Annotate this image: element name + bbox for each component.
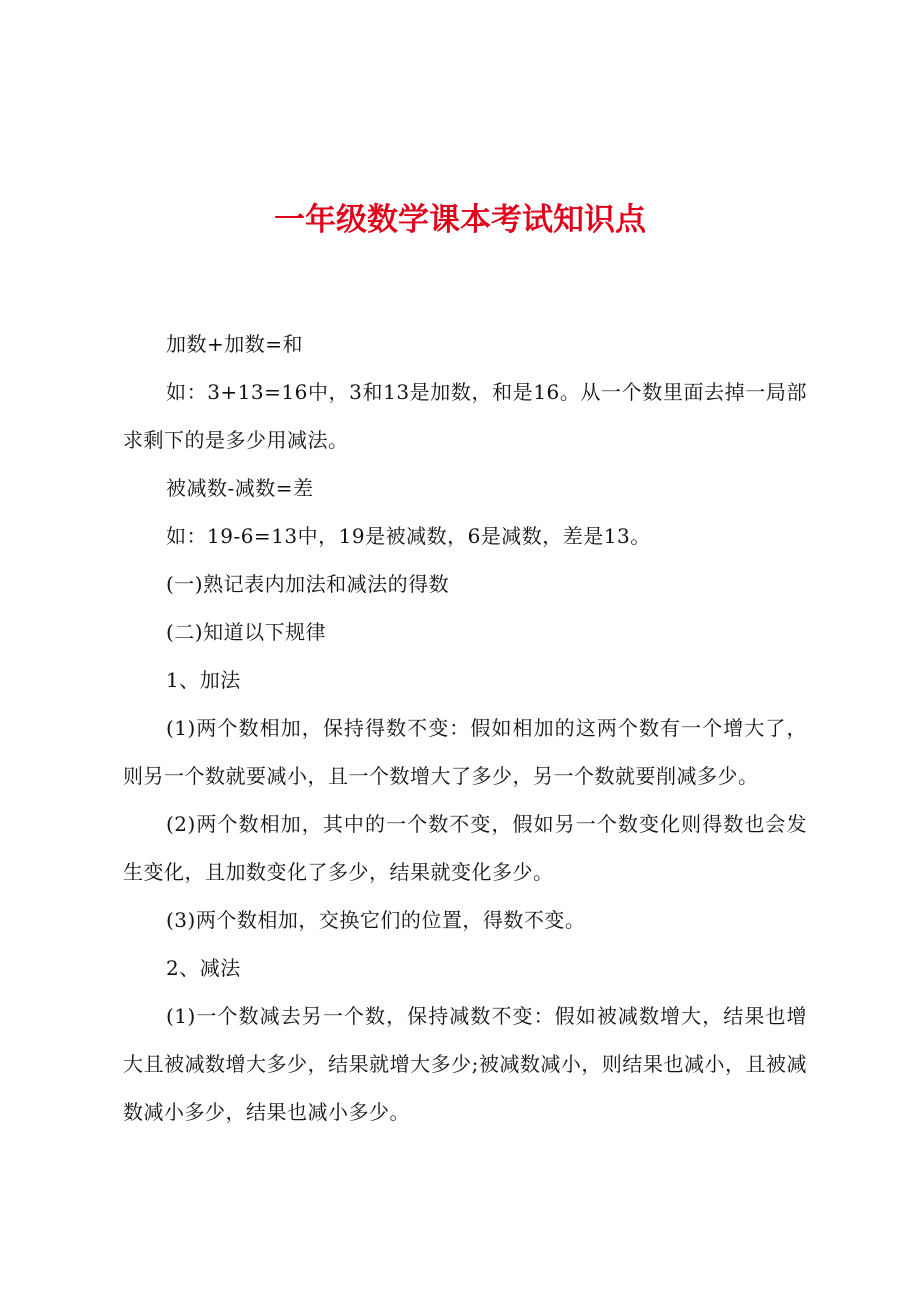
subsection-heading-subtraction: 2、减法	[166, 956, 241, 980]
paragraph-addition-example: 如：3+13=16中，3和13是加数，和是16。从一个数里面去掉一局部求剩下的是多少用减法。	[123, 380, 807, 452]
subtraction-rule-1: (1)一个数减去另一个数，保持减数不变：假如被减数增大，结果也增大且被减数增大多少，结果就增大多少;被减数减小，则结果也减小，且被减数减小多少，结果也减小多少。	[123, 1004, 807, 1124]
paragraph-subtraction-example: 如：19-6=13中，19是被减数，6是减数，差是13。	[166, 524, 651, 548]
document-title: 一年级数学课本考试知识点	[274, 202, 646, 238]
addition-rule-2: (2)两个数相加，其中的一个数不变，假如另一个数变化则得数也会发生变化，且加数变化了多少，结果就变化多少。	[123, 812, 807, 884]
addition-rule-3: (3)两个数相加，交换它们的位置，得数不变。	[166, 908, 586, 932]
addition-rule-1: (1)两个数相加，保持得数不变：假如相加的这两个数有一个增大了，则另一个数就要减小，且一个数增大了多少，另一个数就要削减多少。	[123, 716, 807, 788]
paragraph-subtraction-formula: 被减数-减数=差	[166, 476, 314, 500]
paragraph-addition-formula: 加数+加数=和	[166, 332, 304, 356]
subsection-heading-addition: 1、加法	[166, 668, 241, 692]
document-body	[123, 320, 807, 1136]
section-heading-2: (二)知道以下规律	[166, 620, 327, 644]
section-heading-1: (一)熟记表内加法和减法的得数	[166, 572, 450, 596]
